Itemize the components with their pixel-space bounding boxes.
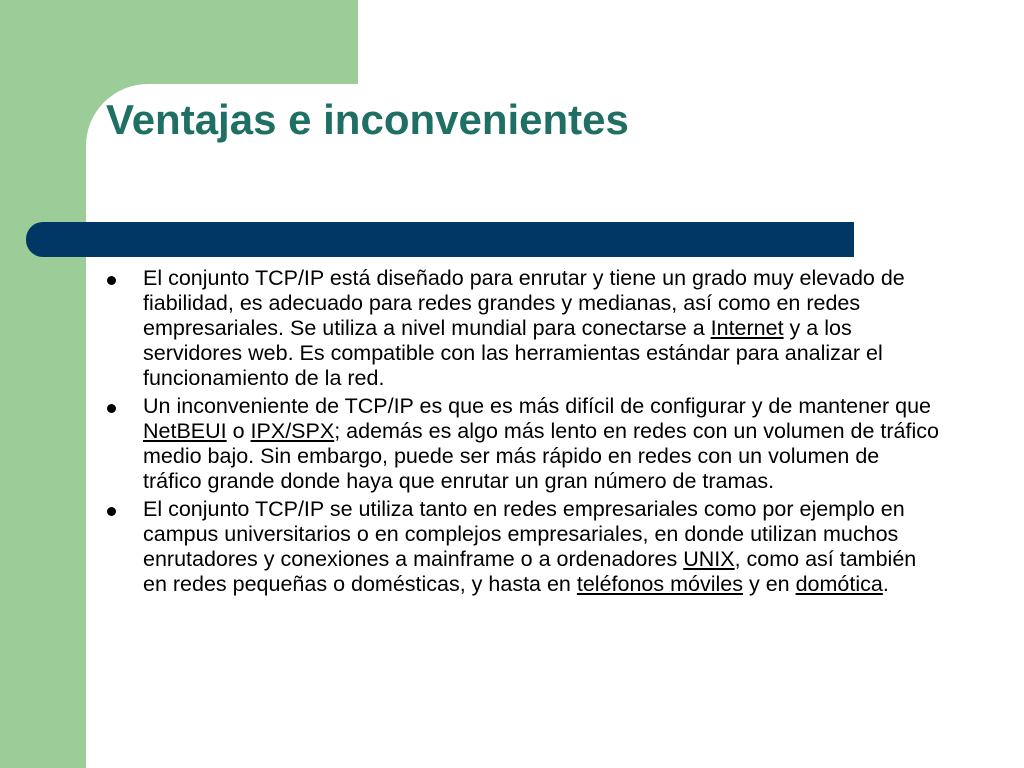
bullet-icon bbox=[107, 404, 116, 413]
bullet-item bbox=[100, 266, 940, 391]
green-left-strip bbox=[0, 0, 86, 768]
bullet-item bbox=[100, 394, 940, 494]
bullet-list bbox=[100, 266, 940, 600]
bullet-text: El conjunto TCP/IP se utiliza tanto en redes empresariales como por ejemplo en campus universitarios o en complejos empresariales, en donde utilizan muchos enrutadores y conexiones a mainframe o a ordenadores UNIX, como así también en redes pequeñas o domésticas, y hasta en teléfonos móviles y en domótica. bbox=[143, 497, 917, 596]
bullet-item bbox=[100, 497, 940, 597]
bullet-icon bbox=[107, 507, 116, 516]
link-netbeui[interactable]: NetBEUI bbox=[143, 419, 227, 443]
link-telefonos-moviles[interactable]: teléfonos móviles bbox=[576, 572, 743, 596]
link-unix[interactable]: UNIX bbox=[683, 547, 735, 571]
bullet-icon bbox=[107, 276, 116, 285]
bullet-text: El conjunto TCP/IP está diseñado para enrutar y tiene un grado muy elevado de fiabilidad, es adecuado para redes grandes y medianas, así como en redes empresariales. Se utiliza a nivel mundial para conectarse a Internet y a los servidores web. Es compatible con las herramientas estándar para analizar el funcionamiento de la red. bbox=[143, 266, 905, 390]
bullet-text: Un inconveniente de TCP/IP es que es más difícil de configurar y de mantener que NetBEUI o IPX/SPX; además es algo más lento en redes con un volumen de tráfico medio bajo. Sin embargo, puede ser más rápido en redes con un volumen de tráfico grande donde haya que enrutar un gran número de tramas. bbox=[143, 394, 939, 493]
title-divider-bar bbox=[26, 222, 854, 257]
slide-title: Ventajas e inconvenientes bbox=[106, 96, 629, 143]
link-domotica[interactable]: domótica bbox=[795, 572, 883, 596]
link-ipx-spx[interactable]: IPX/SPX bbox=[250, 419, 335, 443]
link-internet[interactable]: Internet bbox=[710, 316, 784, 340]
